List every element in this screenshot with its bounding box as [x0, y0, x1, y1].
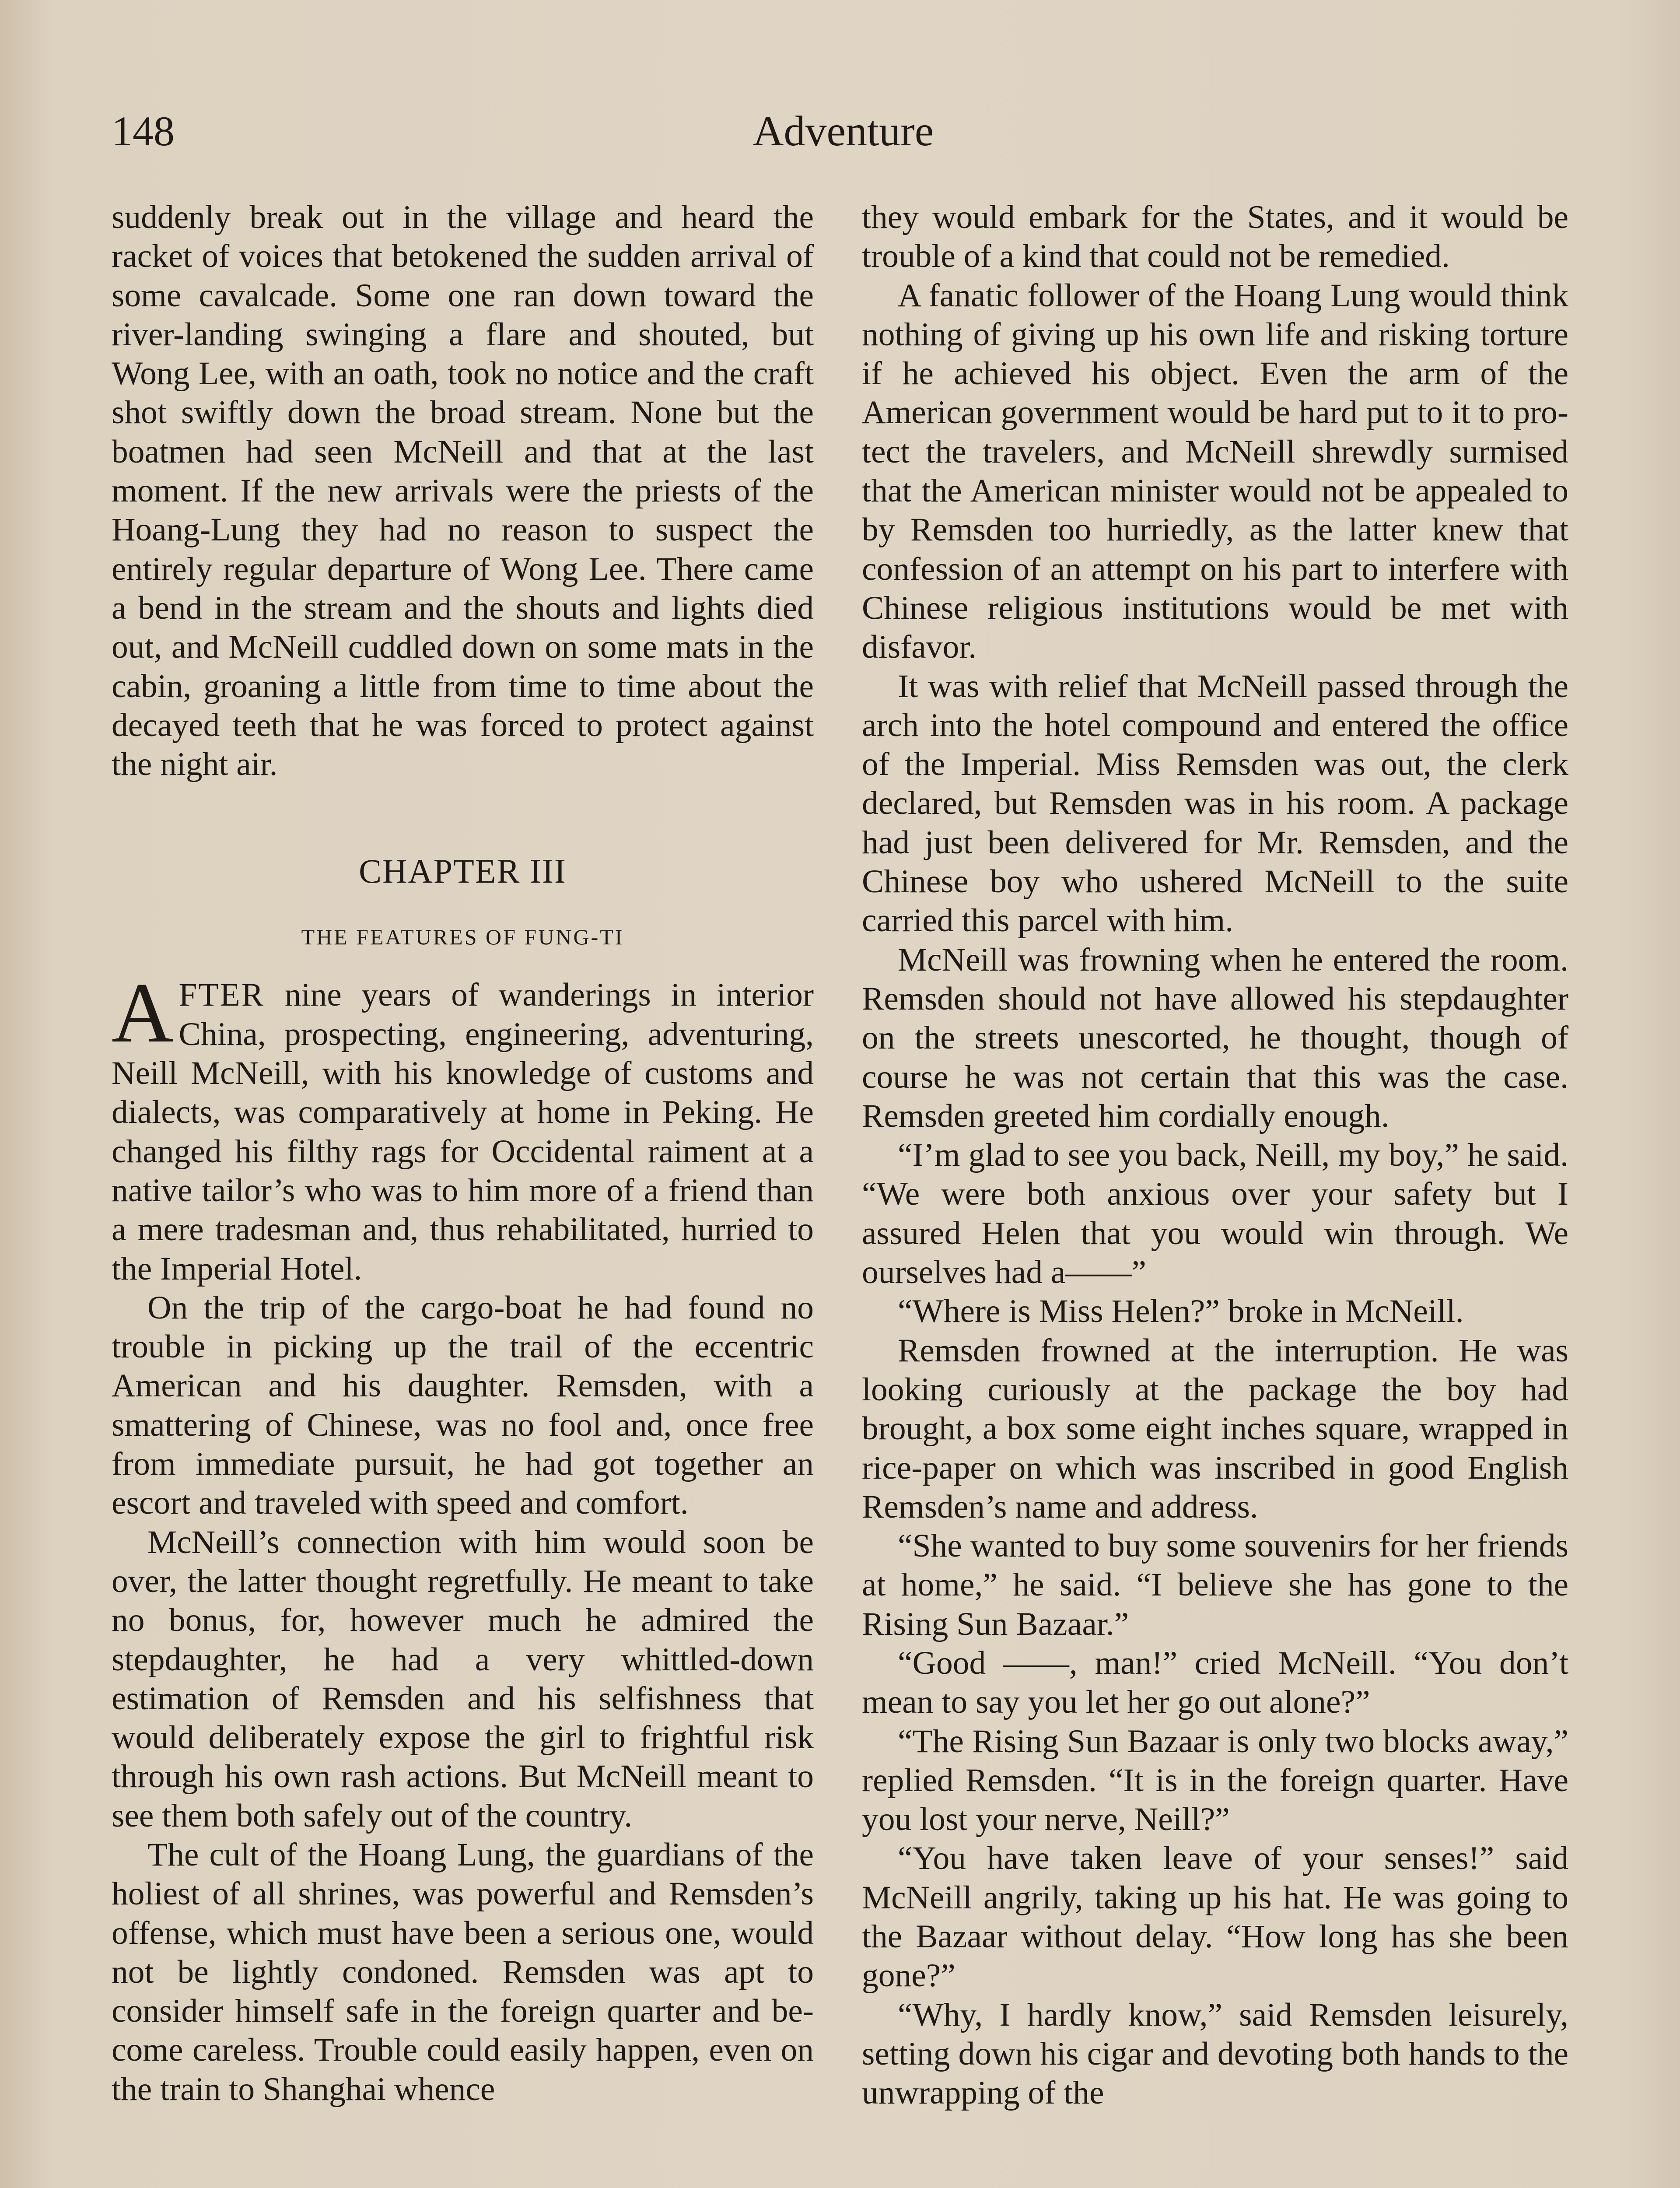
paragraph: “She wanted to buy some souvenirs for her friends at home,” he said. “I believe she has gone to the Rising Sun Bazaar.”: [862, 1528, 1568, 1642]
chapter-title: CHAPTER III: [359, 852, 567, 891]
page-number: 148: [112, 108, 175, 154]
paragraph: McNeill’s connection with him would soon be over, the latter thought regretfully. He meant to take no bonus, for, however much he admired the stepdaughter, he had a very whittled-down estimation of Remsden and his selfishness that would deliberately expose the girl to frightful risk through his own rash actions. But McNeill meant to see them both safely out of the country.: [112, 1524, 814, 1834]
left-column: [112, 198, 814, 2109]
paragraph: “Good ——, man!” cried McNeill. “You don’t mean to say you let her go out alone?”: [862, 1645, 1568, 1721]
running-head: Adventure: [752, 108, 934, 155]
paragraph: McNeill was frowning when he entered the room. Remsden should not have allowed his stepdaughter on the streets unescorted, he thought, though of course he was not certain that this was the case. Remsden greeted him cordially enough.: [862, 941, 1568, 1134]
chapter-opening-paragraph: [112, 965, 814, 1288]
paragraph-text: nine years of wanderings in interior China, prospecting, engineering, adventuring, Neill McNeill, with his knowledge of customs and dialects, was comparatively at home in Peking. He changed his filthy rags for Occidental raiment at a native tailor’s who was to him more of a friend than a mere tradesman and, thus rehabilitated, hurried to the Imperial Hotel.: [112, 977, 814, 1287]
small-caps-lead: FTER: [178, 977, 265, 1013]
paragraph: On the trip of the cargo-boat he had found no trouble in picking up the trail of the eccentric American and his daughter. Remsden, with a smattering of Chinese, was no fool and, once free from immediate pursuit, he had got together an escort and traveled with speed and comfort.: [112, 1289, 814, 1522]
chapter-subtitle: THE FEATURES OF FUNG-TI: [301, 925, 624, 950]
paragraph: suddenly break out in the village and heard the racket of voices that betokened the sudden arrival of some cavalcade. Some one ran down toward the river-landing swinging a flare and shouted, but Wong Lee, with an oath, took no notice and the craft shot swiftly down the broad stream. None but the boatmen had seen McNeill and that at the last moment. If the new arrivals were the priests of the Hoang-Lung they had no reason to suspect the entirely regular departure of Wong Lee. There came a bend in the stream and the shouts and lights died out, and McNeill cuddled down on some mats in the cabin, groaning a little from time to time about the decayed teeth that he was forced to protect against the night air.: [112, 199, 814, 783]
paragraph: “The Rising Sun Bazaar is only two blocks away,” replied Remsden. “It is in the foreign quarter. Have you lost your nerve, Neill?”: [862, 1723, 1568, 1838]
paragraph: Remsden frowned at the interruption. He was looking curiously at the package the boy had brought, a box some eight inches square, wrapped in rice-paper on which was inscribed in good English Remsden’s name and address.: [862, 1332, 1568, 1525]
paragraph: “Where is Miss Helen?” broke in McNeill.: [898, 1293, 1464, 1330]
paragraph: The cult of the Hoang Lung, the guardians of the holiest of all shrines, was powerful and Remsden’s offense, which must have been a serious one, would not be lightly condoned. Remsden was apt to consider himself safe in the foreign quarter and become careless. Trouble could easily happen, even on the train to Shanghai whence: [112, 1836, 814, 2107]
drop-cap: A: [112, 965, 174, 1061]
paragraph: It was with relief that McNeill passed through the arch into the hotel compound and entered the office of the Imperial. Miss Remsden was out, the clerk declared, but Remsden was in his room. A package had just been delivered for Mr. Remsden, and the Chinese boy who ushered McNeill to the suite carried this parcel with him.: [862, 668, 1568, 939]
page-header: [112, 101, 1575, 162]
paragraph: they would embark for the States, and it would be trouble of a kind that could not be remedied.: [862, 199, 1568, 275]
paragraph: “I’m glad to see you back, Neill, my boy,” he said. “We were both anxious over your safety but I assured Helen that you would win through. We ourselves had a——”: [862, 1137, 1568, 1291]
paragraph: “You have taken leave of your senses!” said McNeill angrily, taking up his hat. He was going to the Bazaar without delay. “How long has she been gone?”: [862, 1840, 1568, 1994]
paragraph: A fanatic follower of the Hoang Lung would think nothing of giving up his own life and risking torture if he achieved his object. Even the arm of the American government would be hard put to it to protect the travelers, and McNeill shrewdly surmised that the American minister would not be appealed to by Remsden too hurriedly, as the latter knew that confession of an attempt on his part to interfere with Chinese religious institutions would be met with disfavor.: [862, 277, 1568, 666]
paragraph: “Why, I hardly know,” said Remsden leisurely, setting down his cigar and devoting both hands to the unwrapping of the: [862, 1996, 1568, 2111]
right-column: [862, 198, 1568, 2113]
